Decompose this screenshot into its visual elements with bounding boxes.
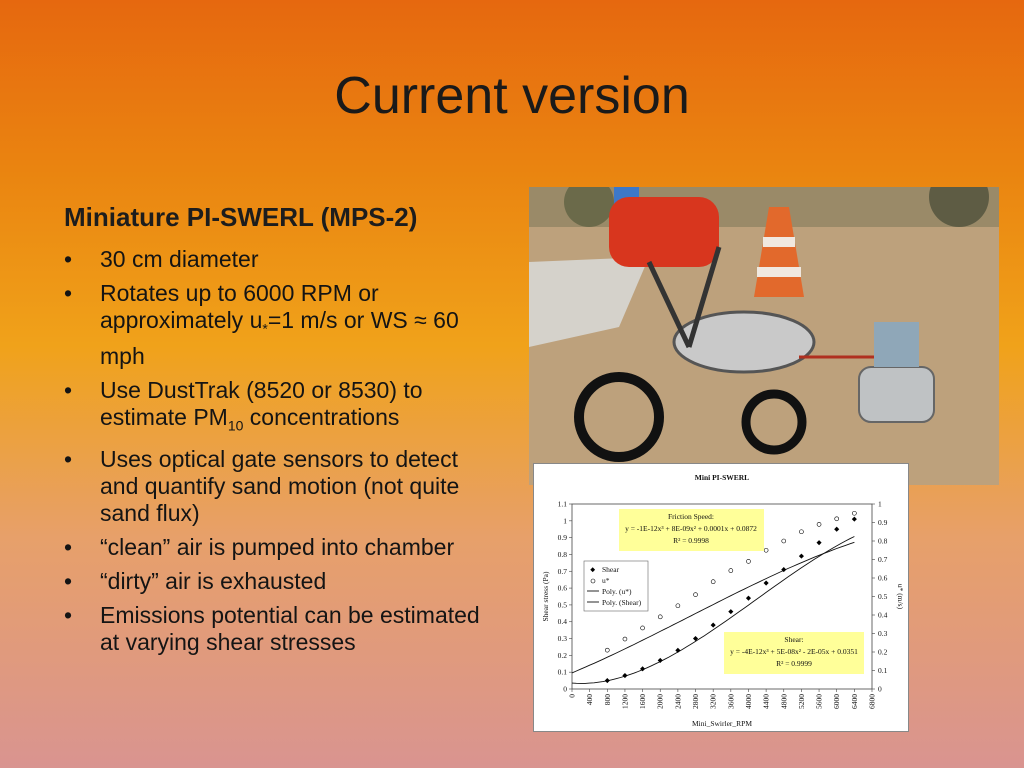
x-tick-label: 4000 [743,694,753,709]
y2-tick-label: 1 [878,499,882,509]
y2-tick-label: 0.4 [878,610,888,620]
y2-tick-label: 0.8 [878,536,888,546]
x-tick-label: 2400 [673,694,683,709]
ustar-point [799,530,803,534]
ustar-point [764,548,768,552]
shear-point [711,623,716,628]
ustar-point [676,604,680,608]
slide-subtitle: Miniature PI-SWERL (MPS-2) [64,202,418,232]
shear-point [834,527,839,532]
y-tick-label: 0.1 [557,667,567,677]
bullet-item: • Use DustTrak (8520 or 8530) to estimate $PM_{10}$ concentrations [64,377,494,440]
y-tick-label: 1.1 [557,499,567,509]
friction-speed-equation: y = -1E-12x³ + 8E-09x² + 0.0001x + 0.0872 [625,524,757,533]
y2-tick-label: 0.1 [878,666,888,675]
x-tick-label: 3200 [708,694,718,709]
ustar-point [641,626,645,630]
y2-tick-label: 0.6 [878,573,888,583]
y2-axis-label: u* (m/s) [896,583,905,610]
y-tick-label: 0.5 [557,600,567,610]
legend-entry: Shear [602,565,620,574]
x-tick-label: 6800 [867,694,877,709]
legend-entry: u* [602,576,610,585]
shear-point [605,678,610,683]
y2-tick-label: 0.2 [878,647,888,657]
bullet-item: • “clean” air is pumped into chamber [64,534,494,561]
y2-tick-label: 0.5 [878,592,888,601]
x-tick-label: 2800 [691,694,701,709]
x-tick-label: 3600 [726,694,736,709]
bullet-list [64,246,494,663]
chart-title: Mini PI-SWERL [694,473,750,482]
x-tick-label: 5600 [814,694,824,709]
friction-speed-label: Friction Speed: [667,512,715,521]
y-axis-label: Shear stress (Pa) [541,571,550,622]
bullet-item: • “dirty” air is exhausted [64,568,494,595]
y-tick-label: 0.6 [557,583,567,593]
x-tick-label: 0 [567,694,577,698]
y-tick-label: 0.9 [557,533,567,543]
x-tick-label: 1200 [620,694,630,709]
shear-point [799,554,804,559]
shear-r2: R² = 0.9999 [776,659,812,668]
x-axis-label: Mini_Swirler_RPM [691,719,753,728]
ustar-point [658,615,662,619]
y2-tick-label: 0.9 [878,518,888,527]
y-tick-label: 0.8 [557,549,567,559]
x-tick-label: 4400 [761,694,771,709]
x-tick-label: 400 [585,694,595,706]
ustar-point [782,539,786,543]
bullet-item: • 30 cm diameter [64,246,494,273]
legend-entry: Poly. (Shear) [602,598,642,607]
legend-ustar-marker [591,579,595,583]
shear-point [622,673,627,678]
shear-point [675,648,680,653]
y2-tick-label: 0.7 [878,555,888,564]
bullet-item: • Emissions potential can be estimated at varying shear stresses [64,602,494,656]
shear-point [764,580,769,585]
x-tick-label: 800 [602,694,612,706]
ustar-point [835,517,839,521]
ustar-point [694,593,698,597]
slide-title: Current version [334,67,690,125]
x-tick-label: 6400 [849,694,859,709]
y2-tick-label: 0 [878,684,882,694]
shear-point [728,609,733,614]
y-tick-label: 0.3 [557,634,567,644]
ustar-point [605,648,609,652]
shear-equation: y = -4E-12x³ + 5E-08x² - 2E-05x + 0.0351 [730,647,858,656]
shear-chart [533,463,909,732]
field-photo [529,187,999,485]
x-tick-label: 6000 [832,694,842,709]
y2-tick-label: 0.3 [878,629,888,638]
ustar-point [852,511,856,515]
ustar-point [729,569,733,573]
legend-entry: Poly. (u*) [602,587,632,596]
ustar-point [746,559,750,563]
x-tick-label: 4800 [779,694,789,709]
y-tick-label: 0.4 [557,617,567,627]
x-tick-label: 5200 [796,694,806,709]
bullet-item: • Uses optical gate sensors to detect and quantify sand motion (not quite sand flux) [64,446,494,527]
shear-label: Shear: [784,635,804,644]
friction-speed-r2: R² = 0.9998 [673,536,709,545]
ustar-point [711,580,715,584]
bullet-item: • Rotates up to 6000 RPM or approximately $u_*=1$ m/s or WS ≈ 60 mph [64,280,494,370]
chart-svg [534,464,910,733]
y-tick-label: 0.2 [557,650,567,660]
shear-point [746,596,751,601]
x-tick-label: 2000 [655,694,665,709]
y-tick-label: 1 [563,516,567,526]
y-tick-label: 0 [563,684,567,694]
ustar-point [817,522,821,526]
y-tick-label: 0.7 [557,566,567,576]
x-tick-label: 1600 [638,694,648,709]
ustar-point [623,637,627,641]
field-photo-icon [529,187,999,485]
shear-point [852,517,857,522]
shear-point [817,540,822,545]
